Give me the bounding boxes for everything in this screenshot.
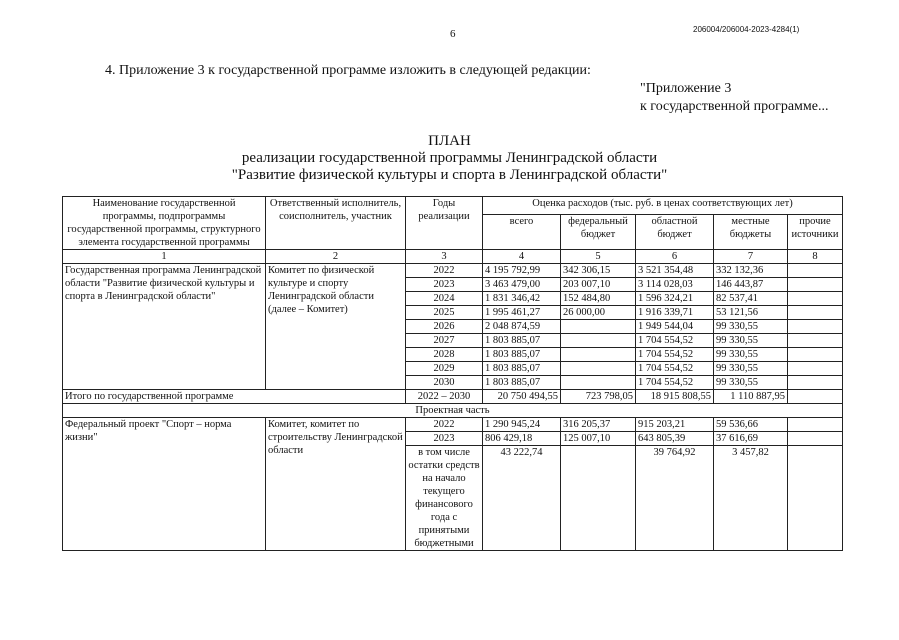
- federal-cell: [561, 362, 636, 376]
- federal-cell: 342 306,15: [561, 264, 636, 278]
- total-cell: 43 222,74: [483, 446, 561, 551]
- total-cell: 1 803 885,07: [483, 348, 561, 362]
- header-years: Годы реализации: [406, 197, 483, 250]
- note-cell: в том числе остатки средств на начало текущего финансового года с принятыми бюджетными: [406, 446, 483, 551]
- local-cell: 53 121,56: [714, 306, 788, 320]
- total-cell: 4 195 792,99: [483, 264, 561, 278]
- local-cell: 99 330,55: [714, 334, 788, 348]
- total-cell: 1 290 945,24: [483, 418, 561, 432]
- header-estimate: Оценка расходов (тыс. руб. в ценах соответствующих лет): [483, 197, 843, 215]
- column-number: 3: [406, 250, 483, 264]
- other-cell: [788, 362, 843, 376]
- other-cell: [788, 348, 843, 362]
- regional-cell: 643 805,39: [636, 432, 714, 446]
- column-number: 4: [483, 250, 561, 264]
- plan-title-line3: "Развитие физической культуры и спорта в Ленинградской области": [231, 167, 668, 183]
- regional-cell: 915 203,21: [636, 418, 714, 432]
- federal-cell: 203 007,10: [561, 278, 636, 292]
- total-other: [788, 390, 843, 404]
- intro-paragraph: 4. Приложение 3 к государственной программе изложить в следующей редакции:: [105, 63, 591, 78]
- local-cell: 82 537,41: [714, 292, 788, 306]
- local-cell: 37 616,69: [714, 432, 788, 446]
- total-cell: 1 803 885,07: [483, 362, 561, 376]
- other-cell: [788, 306, 843, 320]
- header-federal: федеральный бюджет: [561, 215, 636, 250]
- other-cell: [788, 432, 843, 446]
- regional-cell: 39 764,92: [636, 446, 714, 551]
- total-federal: 723 798,05: [561, 390, 636, 404]
- other-cell: [788, 278, 843, 292]
- federal-cell: [561, 320, 636, 334]
- local-cell: 59 536,66: [714, 418, 788, 432]
- total-cell: 1 803 885,07: [483, 334, 561, 348]
- local-cell: 99 330,55: [714, 320, 788, 334]
- federal-cell: [561, 376, 636, 390]
- federal-cell: 26 000,00: [561, 306, 636, 320]
- local-cell: 146 443,87: [714, 278, 788, 292]
- header-executor: Ответственный исполнитель, соисполнитель, участник: [266, 197, 406, 250]
- header-other: прочие источники: [788, 215, 843, 250]
- other-cell: [788, 320, 843, 334]
- other-cell: [788, 446, 843, 551]
- project-executor: Комитет, комитет по строительству Ленинградской области: [266, 418, 406, 551]
- federal-cell: 316 205,37: [561, 418, 636, 432]
- local-cell: 99 330,55: [714, 348, 788, 362]
- table-row: [63, 264, 843, 278]
- total-label: Итого по государственной программе: [63, 390, 406, 404]
- total-cell: 1 803 885,07: [483, 376, 561, 390]
- header-regional: областной бюджет: [636, 215, 714, 250]
- plan-title-line1: ПЛАН: [428, 133, 471, 149]
- plan-table: [62, 196, 843, 551]
- regional-cell: 1 704 554,52: [636, 376, 714, 390]
- total-row: [63, 390, 843, 404]
- program-rows: [63, 264, 843, 390]
- regional-cell: 1 704 554,52: [636, 362, 714, 376]
- program-executor: Комитет по физической культуре и спорту Ленинградской области (далее – Комитет): [266, 264, 406, 390]
- header-total: всего: [483, 215, 561, 250]
- column-number: 8: [788, 250, 843, 264]
- section-row: [63, 404, 843, 418]
- project-name: Федеральный проект "Спорт – норма жизни": [63, 418, 266, 551]
- total-cell: 2 048 874,59: [483, 320, 561, 334]
- year-cell: 2023: [406, 278, 483, 292]
- year-cell: 2022: [406, 264, 483, 278]
- total-cell: 1 831 346,42: [483, 292, 561, 306]
- other-cell: [788, 264, 843, 278]
- federal-cell: [561, 348, 636, 362]
- regional-cell: 1 704 554,52: [636, 348, 714, 362]
- total-regional: 18 915 808,55: [636, 390, 714, 404]
- federal-cell: 125 007,10: [561, 432, 636, 446]
- year-cell: 2022: [406, 418, 483, 432]
- plan-title: [0, 133, 899, 184]
- plan-title-line2: реализации государственной программы Ленинградской области: [241, 150, 658, 166]
- regional-cell: 3 114 028,03: [636, 278, 714, 292]
- local-cell: 99 330,55: [714, 362, 788, 376]
- total-cell: 806 429,18: [483, 432, 561, 446]
- other-cell: [788, 418, 843, 432]
- regional-cell: 1 596 324,21: [636, 292, 714, 306]
- local-cell: 3 457,82: [714, 446, 788, 551]
- year-cell: 2030: [406, 376, 483, 390]
- year-cell: 2028: [406, 348, 483, 362]
- total-sum: 20 750 494,55: [483, 390, 561, 404]
- column-number: 2: [266, 250, 406, 264]
- local-cell: 99 330,55: [714, 376, 788, 390]
- project-rows: [63, 418, 843, 551]
- total-years: 2022 – 2030: [406, 390, 483, 404]
- regional-cell: 3 521 354,48: [636, 264, 714, 278]
- regional-cell: 1 704 554,52: [636, 334, 714, 348]
- document-reference: 206004/206004-2023-4284(1): [693, 25, 800, 34]
- local-cell: 332 132,36: [714, 264, 788, 278]
- regional-cell: 1 949 544,04: [636, 320, 714, 334]
- year-cell: 2025: [406, 306, 483, 320]
- appendix-label-line2: к государственной программе...: [640, 99, 829, 114]
- section-title: Проектная часть: [63, 404, 843, 418]
- program-name: Государственная программа Ленинградской области "Развитие физической культуры и спорта в Ленинградской области": [63, 264, 266, 390]
- appendix-label: [640, 80, 828, 116]
- table-row: [63, 418, 843, 432]
- column-number: 5: [561, 250, 636, 264]
- page-number: 6: [450, 28, 456, 40]
- year-cell: 2029: [406, 362, 483, 376]
- other-cell: [788, 292, 843, 306]
- other-cell: [788, 334, 843, 348]
- total-local: 1 110 887,95: [714, 390, 788, 404]
- year-cell: 2024: [406, 292, 483, 306]
- year-cell: 2026: [406, 320, 483, 334]
- year-cell: 2023: [406, 432, 483, 446]
- column-number: 6: [636, 250, 714, 264]
- column-number: 7: [714, 250, 788, 264]
- appendix-label-line1: "Приложение 3: [640, 81, 732, 96]
- column-number: 1: [63, 250, 266, 264]
- year-cell: 2027: [406, 334, 483, 348]
- federal-cell: [561, 446, 636, 551]
- header-name: Наименование государственной программы, подпрограммы государственной программы, структурного элемента государственной программы: [63, 197, 266, 250]
- regional-cell: 1 916 339,71: [636, 306, 714, 320]
- other-cell: [788, 376, 843, 390]
- federal-cell: 152 484,80: [561, 292, 636, 306]
- total-cell: 1 995 461,27: [483, 306, 561, 320]
- federal-cell: [561, 334, 636, 348]
- total-cell: 3 463 479,00: [483, 278, 561, 292]
- header-local: местные бюджеты: [714, 215, 788, 250]
